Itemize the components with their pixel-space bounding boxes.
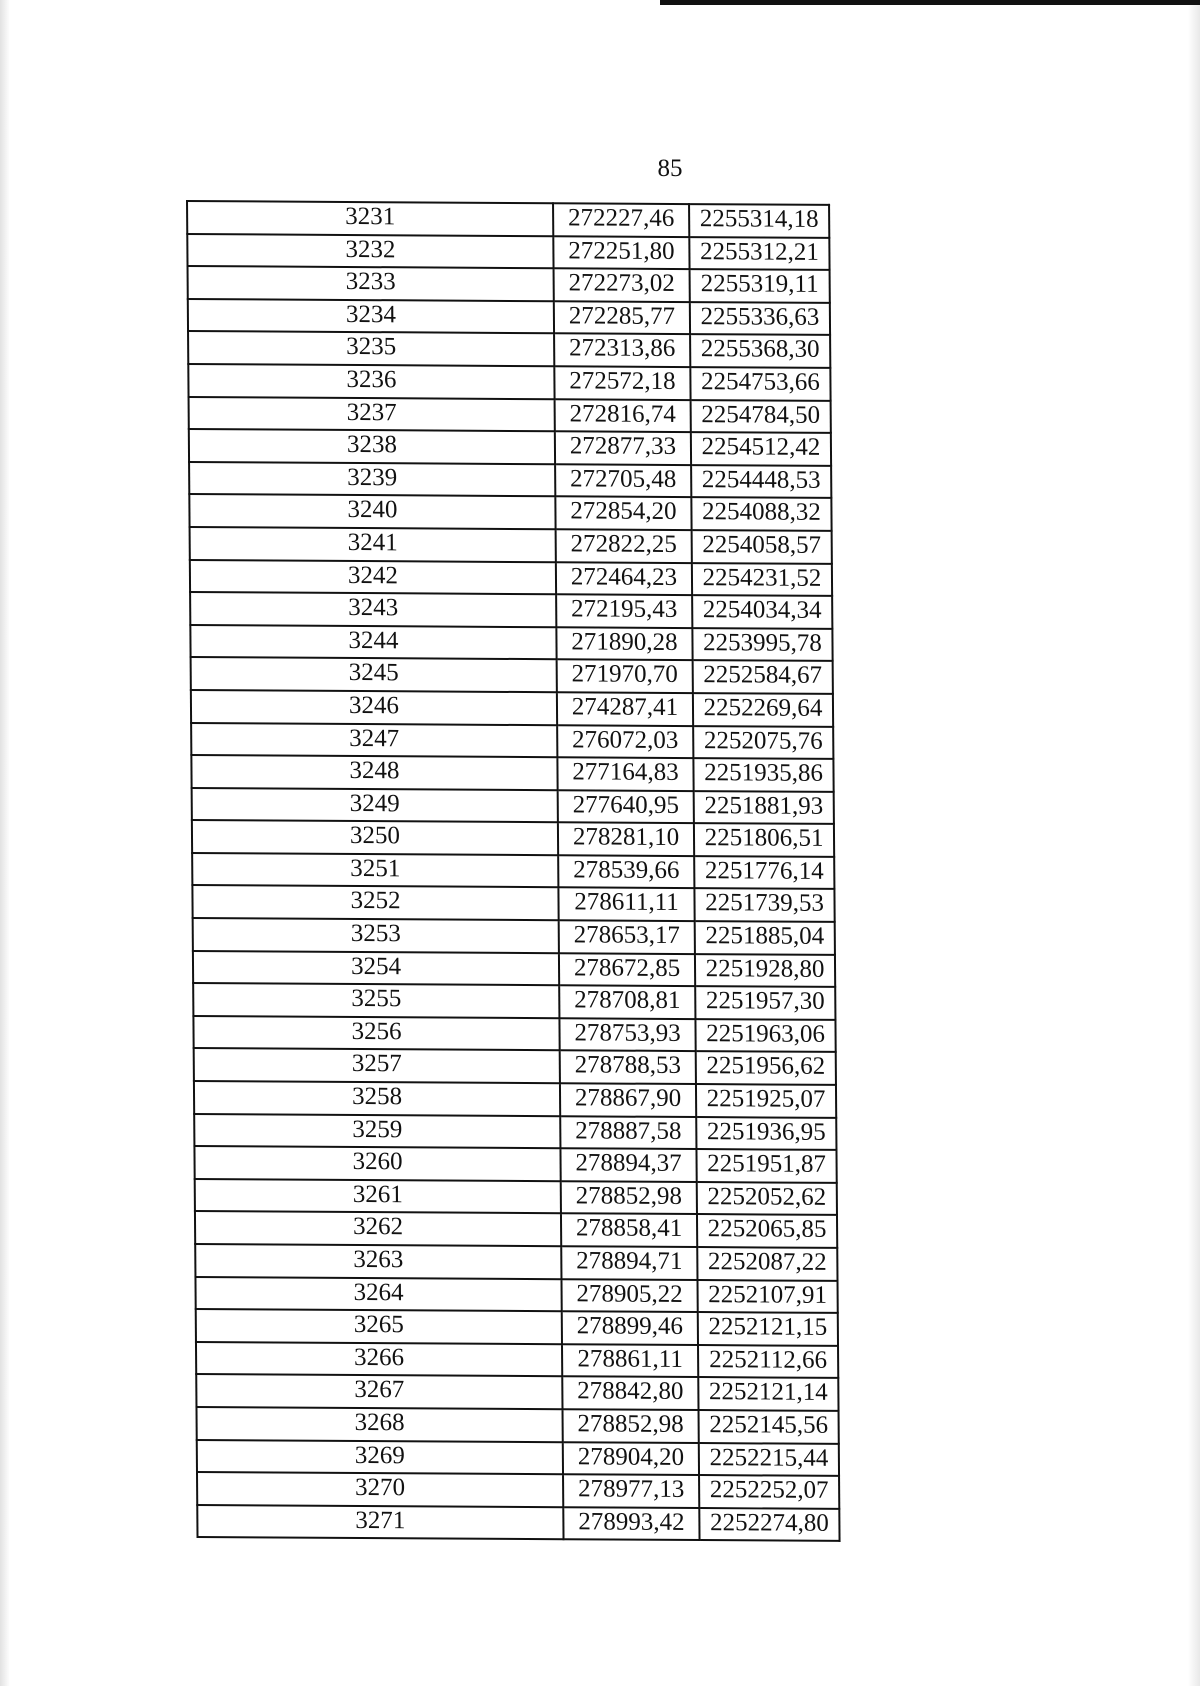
x-coordinate-cell: 278611,11 [558, 888, 694, 921]
y-coordinate-cell: 2254058,57 [692, 530, 832, 563]
y-coordinate-cell: 2251806,51 [694, 823, 834, 856]
table-row [197, 1440, 839, 1477]
x-coordinate-cell: 272251,80 [553, 236, 689, 269]
y-coordinate-cell: 2254784,50 [691, 400, 831, 433]
table-row [196, 1407, 838, 1444]
y-coordinate-cell: 2252252,07 [699, 1475, 839, 1508]
x-coordinate-cell: 272195,43 [556, 594, 692, 627]
point-number-cell: 3254 [193, 951, 559, 986]
table-row [187, 234, 829, 271]
y-coordinate-cell: 2254753,66 [690, 367, 830, 400]
y-coordinate-cell: 2255368,30 [690, 334, 830, 367]
y-coordinate-cell: 2251963,06 [695, 1019, 835, 1052]
point-number-cell: 3266 [196, 1342, 562, 1377]
point-number-cell: 3268 [196, 1407, 562, 1442]
x-coordinate-cell: 278842,80 [562, 1377, 698, 1410]
y-coordinate-cell: 2252215,44 [699, 1443, 839, 1476]
y-coordinate-cell: 2254231,52 [692, 563, 832, 596]
point-number-cell: 3256 [193, 1016, 559, 1051]
x-coordinate-cell: 278852,98 [563, 1409, 699, 1442]
table-row [190, 527, 832, 564]
y-coordinate-cell: 2251957,30 [695, 986, 835, 1019]
point-number-cell: 3261 [195, 1179, 561, 1214]
point-number-cell: 3231 [187, 201, 553, 236]
point-number-cell: 3251 [192, 853, 558, 888]
table-row [196, 1342, 838, 1379]
table-row [190, 625, 832, 662]
x-coordinate-cell: 272273,02 [554, 268, 690, 301]
point-number-cell: 3263 [195, 1244, 561, 1279]
table-row [189, 397, 831, 434]
table-row [192, 853, 834, 890]
y-coordinate-cell: 2251881,93 [694, 791, 834, 824]
point-number-cell: 3250 [192, 820, 558, 855]
table-row [194, 1048, 836, 1085]
point-number-cell: 3248 [191, 755, 557, 790]
table-row [192, 885, 834, 922]
point-number-cell: 3232 [187, 234, 553, 269]
table-row [193, 951, 835, 988]
point-number-cell: 3236 [188, 364, 554, 399]
point-number-cell: 3239 [189, 462, 555, 497]
point-number-cell: 3233 [188, 266, 554, 301]
x-coordinate-cell: 278753,93 [559, 1018, 695, 1051]
y-coordinate-cell: 2252274,80 [699, 1508, 839, 1541]
point-number-cell: 3265 [196, 1309, 562, 1344]
point-number-cell: 3270 [197, 1472, 563, 1507]
y-coordinate-cell: 2252121,15 [698, 1312, 838, 1345]
point-number-cell: 3244 [190, 625, 556, 660]
x-coordinate-cell: 278861,11 [562, 1344, 698, 1377]
y-coordinate-cell: 2255314,18 [689, 204, 829, 237]
y-coordinate-cell: 2255312,21 [689, 237, 829, 270]
point-number-cell: 3259 [194, 1114, 560, 1149]
y-coordinate-cell: 2251885,04 [695, 921, 835, 954]
table-row [195, 1211, 837, 1248]
y-coordinate-cell: 2252087,22 [697, 1247, 837, 1280]
y-coordinate-cell: 2253995,78 [692, 628, 832, 661]
table-row [191, 657, 833, 694]
table-row [191, 722, 833, 759]
y-coordinate-cell: 2251935,86 [693, 758, 833, 791]
table-row [194, 1081, 836, 1118]
table-row [197, 1505, 839, 1542]
y-coordinate-cell: 2255336,63 [690, 302, 830, 335]
point-number-cell: 3255 [193, 983, 559, 1018]
y-coordinate-cell: 2251951,87 [696, 1149, 836, 1182]
x-coordinate-cell: 277164,83 [557, 757, 693, 790]
table-row [188, 331, 830, 368]
x-coordinate-cell: 278894,37 [560, 1148, 696, 1181]
point-number-cell: 3238 [189, 429, 555, 464]
scan-edge-left [0, 0, 10, 1686]
point-number-cell: 3264 [195, 1277, 561, 1312]
x-coordinate-cell: 278708,81 [559, 985, 695, 1018]
table-row [190, 560, 832, 597]
x-coordinate-cell: 278852,98 [561, 1181, 697, 1214]
y-coordinate-cell: 2251739,53 [694, 889, 834, 922]
x-coordinate-cell: 278672,85 [559, 953, 695, 986]
point-number-cell: 3260 [194, 1146, 560, 1181]
top-rule [660, 0, 1200, 5]
point-number-cell: 3258 [194, 1081, 560, 1116]
x-coordinate-cell: 278899,46 [562, 1311, 698, 1344]
point-number-cell: 3245 [191, 657, 557, 692]
point-number-cell: 3242 [190, 560, 556, 595]
x-coordinate-cell: 274287,41 [557, 692, 693, 725]
table-row [188, 266, 830, 303]
table-row [190, 592, 832, 629]
coordinates-table [186, 200, 841, 1542]
x-coordinate-cell: 272313,86 [554, 334, 690, 367]
y-coordinate-cell: 2254448,53 [691, 465, 831, 498]
table-row [193, 1016, 835, 1053]
table-row [196, 1309, 838, 1346]
table-row [194, 1114, 836, 1151]
point-number-cell: 3237 [189, 397, 555, 432]
point-number-cell: 3271 [197, 1505, 563, 1540]
table-row [192, 820, 834, 857]
y-coordinate-cell: 2252065,85 [697, 1214, 837, 1247]
x-coordinate-cell: 278653,17 [559, 920, 695, 953]
scan-edge-right [1188, 0, 1200, 1686]
point-number-cell: 3257 [194, 1048, 560, 1083]
point-number-cell: 3267 [196, 1374, 562, 1409]
x-coordinate-cell: 278281,10 [558, 823, 694, 856]
x-coordinate-cell: 272464,23 [556, 562, 692, 595]
table-row [193, 983, 835, 1020]
y-coordinate-cell: 2255319,11 [690, 269, 830, 302]
point-number-cell: 3252 [192, 885, 558, 920]
table-row [197, 1472, 839, 1509]
coordinates-table-body [187, 201, 840, 1541]
x-coordinate-cell: 278858,41 [561, 1214, 697, 1247]
x-coordinate-cell: 278887,58 [560, 1116, 696, 1149]
table-row [195, 1244, 837, 1281]
y-coordinate-cell: 2251936,95 [696, 1117, 836, 1150]
point-number-cell: 3241 [190, 527, 556, 562]
x-coordinate-cell: 278904,20 [563, 1442, 699, 1475]
y-coordinate-cell: 2251956,62 [696, 1051, 836, 1084]
point-number-cell: 3253 [193, 918, 559, 953]
point-number-cell: 3235 [188, 331, 554, 366]
x-coordinate-cell: 272227,46 [553, 203, 689, 236]
point-number-cell: 3262 [195, 1211, 561, 1246]
x-coordinate-cell: 272816,74 [555, 399, 691, 432]
x-coordinate-cell: 271890,28 [556, 627, 692, 660]
point-number-cell: 3240 [189, 494, 555, 529]
table-row [192, 788, 834, 825]
x-coordinate-cell: 278788,53 [560, 1051, 696, 1084]
x-coordinate-cell: 278867,90 [560, 1083, 696, 1116]
x-coordinate-cell: 278905,22 [561, 1279, 697, 1312]
point-number-cell: 3249 [192, 788, 558, 823]
x-coordinate-cell: 277640,95 [558, 790, 694, 823]
point-number-cell: 3269 [197, 1440, 563, 1475]
y-coordinate-cell: 2252121,14 [698, 1377, 838, 1410]
table-row [194, 1146, 836, 1183]
y-coordinate-cell: 2252145,56 [699, 1410, 839, 1443]
point-number-cell: 3234 [188, 299, 554, 334]
point-number-cell: 3246 [191, 690, 557, 725]
x-coordinate-cell: 278993,42 [563, 1507, 699, 1540]
y-coordinate-cell: 2251928,80 [695, 954, 835, 987]
x-coordinate-cell: 272285,77 [554, 301, 690, 334]
point-number-cell: 3243 [190, 592, 556, 627]
x-coordinate-cell: 272822,25 [556, 529, 692, 562]
table-row [196, 1374, 838, 1411]
y-coordinate-cell: 2252107,91 [697, 1280, 837, 1313]
y-coordinate-cell: 2252112,66 [698, 1345, 838, 1378]
x-coordinate-cell: 278894,71 [561, 1246, 697, 1279]
y-coordinate-cell: 2251776,14 [694, 856, 834, 889]
table-row [189, 494, 831, 531]
x-coordinate-cell: 272572,18 [554, 366, 690, 399]
table-row [189, 462, 831, 499]
x-coordinate-cell: 272854,20 [555, 497, 691, 530]
y-coordinate-cell: 2254512,42 [691, 432, 831, 465]
y-coordinate-cell: 2254034,34 [692, 595, 832, 628]
table-row [191, 690, 833, 727]
x-coordinate-cell: 272705,48 [555, 464, 691, 497]
x-coordinate-cell: 276072,03 [557, 725, 693, 758]
y-coordinate-cell: 2252269,64 [693, 693, 833, 726]
y-coordinate-cell: 2252584,67 [693, 660, 833, 693]
table-row [187, 201, 829, 238]
table-row [191, 755, 833, 792]
y-coordinate-cell: 2252052,62 [697, 1182, 837, 1215]
y-coordinate-cell: 2252075,76 [693, 726, 833, 759]
y-coordinate-cell: 2251925,07 [696, 1084, 836, 1117]
table-row [189, 429, 831, 466]
table-row [193, 918, 835, 955]
table-row [188, 299, 830, 336]
page-number: 85 [657, 155, 683, 182]
x-coordinate-cell: 272877,33 [555, 431, 691, 464]
y-coordinate-cell: 2254088,32 [691, 497, 831, 530]
x-coordinate-cell: 278977,13 [563, 1474, 699, 1507]
table-row [188, 364, 830, 401]
point-number-cell: 3247 [191, 722, 557, 757]
table-row [195, 1277, 837, 1314]
x-coordinate-cell: 271970,70 [557, 660, 693, 693]
table-row [195, 1179, 837, 1216]
x-coordinate-cell: 278539,66 [558, 855, 694, 888]
